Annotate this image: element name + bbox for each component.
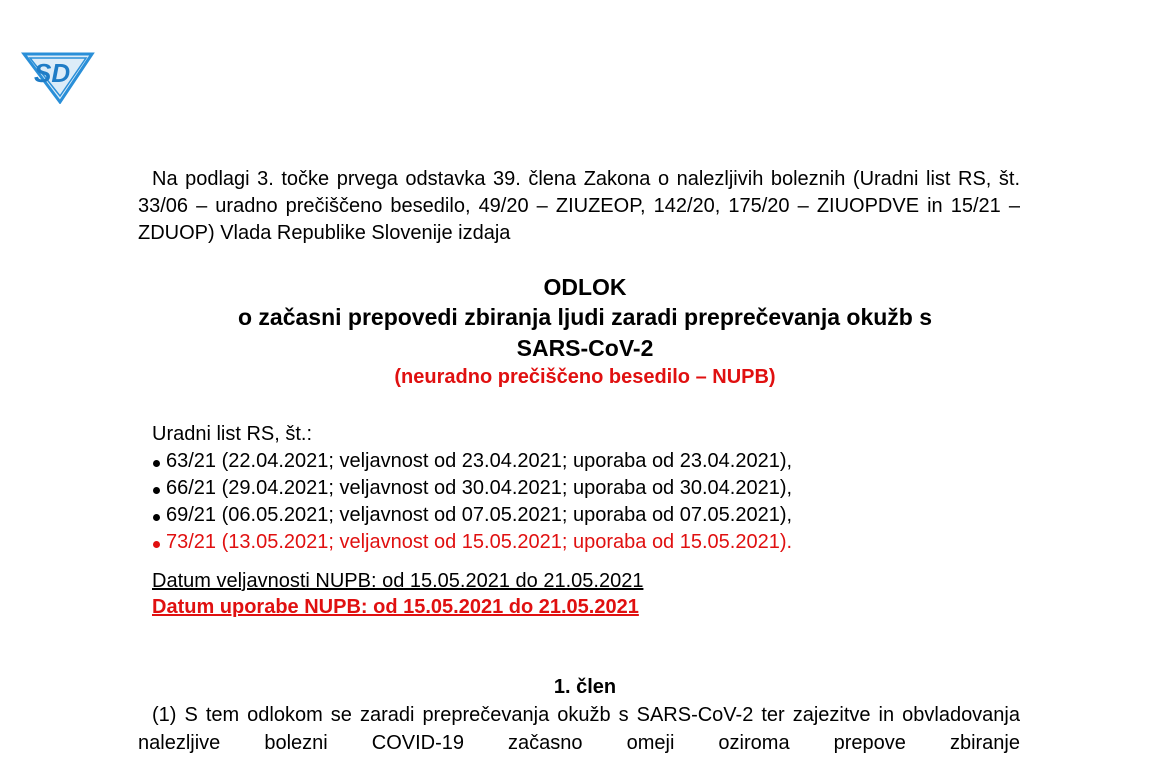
bullet-icon xyxy=(153,487,160,494)
article-paragraph: (1) S tem odlokom se zaradi preprečevanja okužb s SARS-CoV-2 ter zajezitve in obvladovanja nalezljive bolezni COVID-19 začasno omeji oziroma prepove zbiranje xyxy=(138,704,1020,754)
sd-emblem-icon xyxy=(20,48,96,104)
validity-date: Datum veljavnosti NUPB: od 15.05.2021 do 21.05.2021 xyxy=(152,570,644,592)
title-main: ODLOK xyxy=(543,274,627,300)
gazette-references xyxy=(152,421,1012,556)
intro-paragraph: Na podlagi 3. točke prvega odstavka 39. člena Zakona o nalezljivih boleznih (Uradni list RS, št. 33/06 – uradno prečiščeno besedilo, 49/20 – ZIUZEOP, 142/20, 175/20 – ZIUOPDVE in 15/21 – ZDUOP) Vlada Republike Slovenije izdaja xyxy=(138,168,1020,244)
bullet-icon xyxy=(153,541,160,548)
gazette-entry: 63/21 (22.04.2021; veljavnost od 23.04.2021; uporaba od 23.04.2021), xyxy=(152,448,1012,475)
title-note: (neuradno prečiščeno besedilo – NUPB) xyxy=(394,366,776,388)
title-line2: SARS-CoV-2 xyxy=(516,335,654,361)
article-title: 1. člen xyxy=(553,676,617,698)
nupb-dates xyxy=(152,568,643,620)
bullet-icon xyxy=(153,460,160,467)
gazette-entry: 69/21 (06.05.2021; veljavnost od 07.05.2021; uporaba od 07.05.2021), xyxy=(152,502,1012,529)
gazette-label: Uradni list RS, št.: xyxy=(152,423,313,445)
gazette-entry: 66/21 (29.04.2021; veljavnost od 30.04.2021; uporaba od 30.04.2021), xyxy=(152,475,1012,502)
application-date: Datum uporabe NUPB: od 15.05.2021 do 21.05.2021 xyxy=(152,596,639,618)
title-line1: o začasni prepovedi zbiranja ljudi zaradi preprečevanja okužb s xyxy=(237,304,933,330)
svg-text:SD: SD xyxy=(34,58,71,88)
gazette-entry: 73/21 (13.05.2021; veljavnost od 15.05.2021; uporaba od 15.05.2021). xyxy=(152,529,1012,556)
bullet-icon xyxy=(153,514,160,521)
decree-title xyxy=(138,272,1032,390)
article-body xyxy=(138,701,1020,757)
